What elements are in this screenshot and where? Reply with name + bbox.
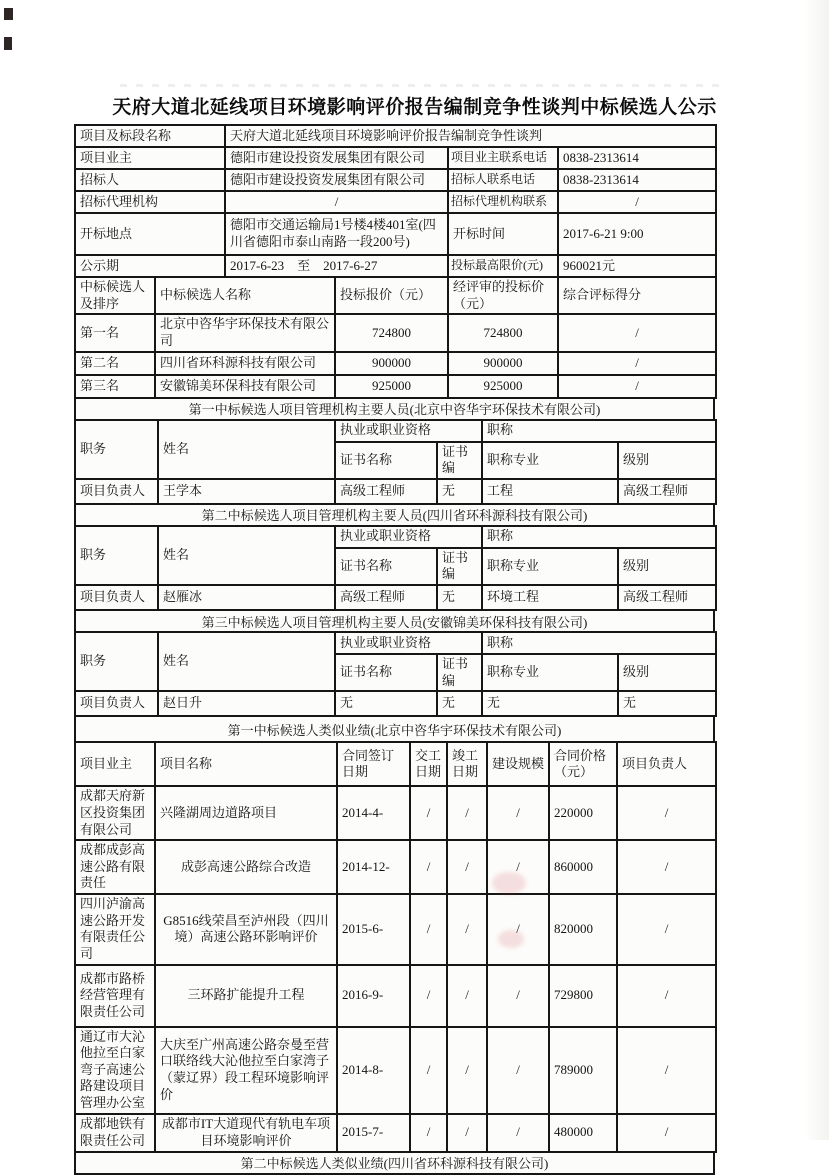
perf-completion-date: / — [447, 840, 487, 894]
column-header: 建设规模 — [487, 742, 549, 786]
perf-owner: 成都地铁有限责任公司 — [75, 1114, 155, 1152]
table-header-row — [75, 632, 716, 654]
perf-price: 860000 — [549, 840, 617, 894]
perf-scale: / — [487, 894, 549, 965]
perf-completion-date: / — [447, 965, 487, 1027]
candidate-score: / — [558, 352, 716, 375]
info-label: 开标地点 — [75, 213, 225, 255]
notice-table — [74, 124, 715, 1175]
info-table — [74, 124, 717, 278]
person-name: 王学本 — [158, 479, 335, 504]
perf-project: 成都市IT大道现代有轨电车项目环境影响评价 — [155, 1114, 337, 1152]
table-row — [75, 255, 716, 277]
column-header: 证书名称 — [335, 548, 437, 585]
person-title-major: 无 — [482, 691, 618, 716]
stamp-mark — [492, 872, 526, 894]
info-label: 投标最高限价(元) — [448, 255, 558, 277]
candidate-rank: 第三名 — [75, 375, 155, 398]
column-header: 职称 — [482, 632, 716, 654]
table-header-row — [75, 526, 716, 548]
stamp-mark — [498, 930, 524, 948]
perf-sign-date: 2015-6- — [337, 894, 410, 965]
table-row — [75, 169, 716, 191]
info-value: 0838-2313614 — [558, 147, 716, 169]
column-header: 姓名 — [158, 420, 335, 479]
person-position: 项目负责人 — [75, 479, 158, 504]
column-header: 项目负责人 — [617, 742, 716, 786]
column-header: 职称专业 — [482, 442, 618, 479]
perf-manager: / — [617, 1027, 716, 1114]
info-value: 2017-6-21 9:00 — [558, 213, 716, 255]
column-header: 经评审的投标价（元） — [448, 277, 558, 314]
perf-completion-date: / — [447, 1114, 487, 1152]
candidate-name: 安徽锦美环保科技有限公司 — [155, 375, 335, 398]
perf-owner: 成都市路桥经营管理有限责任公司 — [75, 965, 155, 1027]
info-value: / — [558, 191, 716, 213]
person-cert-no: 无 — [437, 691, 482, 716]
column-header: 合同签订日期 — [337, 742, 410, 786]
person-title-level: 高级工程师 — [618, 479, 716, 504]
personnel-row — [75, 585, 716, 610]
column-header: 证书编 — [437, 548, 482, 585]
personnel-row — [75, 479, 716, 504]
column-header: 职称 — [482, 420, 716, 442]
performance-row — [75, 1114, 716, 1152]
perf-manager: / — [617, 786, 716, 840]
perf-project: 兴隆湖周边道路项目 — [155, 786, 337, 840]
perf-handover-date: / — [410, 965, 447, 1027]
perf-completion-date: / — [447, 894, 487, 965]
info-label: 招标代理机构联系 — [448, 191, 558, 213]
column-header: 中标候选人名称 — [155, 277, 335, 314]
performance-table — [74, 741, 717, 1152]
info-value: 德阳市交通运输局1号楼4楼401室(四川省德阳市泰山南路一段200号) — [225, 213, 448, 255]
table-header-row — [75, 277, 716, 314]
candidates-table — [74, 276, 717, 399]
section-banner: 第二中标候选人类似业绩(四川省环科源科技有限公司) — [74, 1151, 715, 1175]
perf-manager: / — [617, 1114, 716, 1152]
perf-project: 成彭高速公路综合改造 — [155, 840, 337, 894]
info-label: 招标人 — [75, 169, 225, 191]
person-cert-no: 无 — [437, 479, 482, 504]
column-header: 证书名称 — [335, 442, 437, 479]
table-row — [75, 213, 716, 255]
column-header: 级别 — [618, 548, 716, 585]
column-header: 项目名称 — [155, 742, 337, 786]
column-header: 执业或职业资格 — [335, 420, 482, 442]
person-cert-name: 高级工程师 — [335, 585, 437, 610]
info-label: 招标人联系电话 — [448, 169, 558, 191]
info-value: 德阳市建设投资发展集团有限公司 — [225, 147, 448, 169]
perf-project: 大庆至广州高速公路奈曼至营口联络线大沁他拉至白家湾子（蒙辽界）段工程环境影响评价 — [155, 1027, 337, 1114]
candidate-row — [75, 375, 716, 398]
candidate-bid: 724800 — [335, 314, 448, 351]
candidate-bid: 900000 — [335, 352, 448, 375]
scan-artifact-mark — [4, 8, 13, 20]
table-row — [75, 191, 716, 213]
section-banner: 第三中标候选人项目管理机构主要人员(安徽锦美环保科技有限公司) — [74, 609, 715, 633]
perf-price: 480000 — [549, 1114, 617, 1152]
column-header: 职称专业 — [482, 548, 618, 585]
perf-price: 789000 — [549, 1027, 617, 1114]
column-header: 交工日期 — [410, 742, 447, 786]
perf-project: 三环路扩能提升工程 — [155, 965, 337, 1027]
column-header: 职务 — [75, 632, 158, 691]
candidate-evaluated: 724800 — [448, 314, 558, 351]
perf-handover-date: / — [410, 1114, 447, 1152]
performance-row — [75, 894, 716, 965]
column-header: 职务 — [75, 526, 158, 585]
person-title-level: 高级工程师 — [618, 585, 716, 610]
perf-project: G8516线荣昌至泸州段（四川境）高速公路环影响评价 — [155, 894, 337, 965]
column-header: 证书编 — [437, 654, 482, 691]
perf-scale: / — [487, 1027, 549, 1114]
perf-handover-date: / — [410, 840, 447, 894]
candidate-rank: 第二名 — [75, 352, 155, 375]
personnel-table — [74, 419, 717, 505]
perf-manager: / — [617, 840, 716, 894]
column-header: 职务 — [75, 420, 158, 479]
column-header: 执业或职业资格 — [335, 526, 482, 548]
perf-owner: 成都成彭高速公路有限责任 — [75, 840, 155, 894]
performance-row — [75, 840, 716, 894]
column-header: 证书编 — [437, 442, 482, 479]
perf-handover-date: / — [410, 1027, 447, 1114]
candidate-evaluated: 900000 — [448, 352, 558, 375]
column-header: 证书名称 — [335, 654, 437, 691]
person-cert-name: 高级工程师 — [335, 479, 437, 504]
info-label: 项目业主联系电话 — [448, 147, 558, 169]
scan-noise — [120, 84, 720, 87]
perf-owner: 通辽市大沁他拉至白家弯子高速公路建设项目管理办公室 — [75, 1027, 155, 1114]
person-title-major: 环境工程 — [482, 585, 618, 610]
column-header: 竣工日期 — [447, 742, 487, 786]
section-banner: 第一中标候选人类似业绩(北京中咨华宇环保技术有限公司) — [74, 715, 715, 743]
info-label: 开标时间 — [448, 213, 558, 255]
person-position: 项目负责人 — [75, 585, 158, 610]
section-banner: 第二中标候选人项目管理机构主要人员(四川省环科源科技有限公司) — [74, 503, 715, 527]
candidate-score: / — [558, 375, 716, 398]
perf-manager: / — [617, 894, 716, 965]
info-label: 招标代理机构 — [75, 191, 225, 213]
person-cert-name: 无 — [335, 691, 437, 716]
perf-sign-date: 2014-4- — [337, 786, 410, 840]
scan-artifact-mark — [4, 37, 12, 50]
candidate-name: 四川省环科源科技有限公司 — [155, 352, 335, 375]
column-header: 职称专业 — [482, 654, 618, 691]
person-name: 赵雁冰 — [158, 585, 335, 610]
person-position: 项目负责人 — [75, 691, 158, 716]
column-header: 姓名 — [158, 632, 335, 691]
perf-price: 820000 — [549, 894, 617, 965]
table-row — [75, 147, 716, 169]
info-value: 2017-6-23 至 2017-6-27 — [225, 255, 448, 277]
table-header-row — [75, 742, 716, 786]
candidate-evaluated: 925000 — [448, 375, 558, 398]
column-header: 项目业主 — [75, 742, 155, 786]
perf-scale: / — [487, 965, 549, 1027]
info-label: 公示期 — [75, 255, 225, 277]
column-header: 合同价格（元） — [549, 742, 617, 786]
perf-sign-date: 2016-9- — [337, 965, 410, 1027]
table-row — [75, 125, 716, 147]
column-header: 综合评标得分 — [558, 277, 716, 314]
candidate-rank: 第一名 — [75, 314, 155, 351]
personnel-row — [75, 691, 716, 716]
page-title: 天府大道北延线项目环境影响评价报告编制竞争性谈判中标候选人公示 — [112, 97, 717, 118]
candidate-bid: 925000 — [335, 375, 448, 398]
info-value: 德阳市建设投资发展集团有限公司 — [225, 169, 448, 191]
perf-sign-date: 2014-12- — [337, 840, 410, 894]
person-name: 赵日升 — [158, 691, 335, 716]
column-header: 级别 — [618, 654, 716, 691]
performance-row — [75, 1027, 716, 1114]
person-title-level: 无 — [618, 691, 716, 716]
candidate-score: / — [558, 314, 716, 351]
column-header: 级别 — [618, 442, 716, 479]
performance-row — [75, 786, 716, 840]
info-value: / — [225, 191, 448, 213]
perf-completion-date: / — [447, 1027, 487, 1114]
person-title-major: 工程 — [482, 479, 618, 504]
person-cert-no: 无 — [437, 585, 482, 610]
personnel-table — [74, 525, 717, 611]
info-label: 项目及标段名称 — [75, 125, 225, 147]
perf-scale: / — [487, 1114, 549, 1152]
perf-handover-date: / — [410, 894, 447, 965]
perf-price: 220000 — [549, 786, 617, 840]
section-banner: 第一中标候选人项目管理机构主要人员(北京中咨华宇环保技术有限公司) — [74, 397, 715, 421]
column-header: 执业或职业资格 — [335, 632, 482, 654]
perf-scale: / — [487, 840, 549, 894]
performance-row — [75, 965, 716, 1027]
candidate-row — [75, 314, 716, 351]
info-label: 项目业主 — [75, 147, 225, 169]
perf-sign-date: 2015-7- — [337, 1114, 410, 1152]
column-header: 姓名 — [158, 526, 335, 585]
candidate-name: 北京中咨华宇环保技术有限公司 — [155, 314, 335, 351]
perf-price: 729800 — [549, 965, 617, 1027]
info-value: 0838-2313614 — [558, 169, 716, 191]
info-value: 960021元 — [558, 255, 716, 277]
perf-owner: 四川泸渝高速公路开发有限责任公司 — [75, 894, 155, 965]
perf-scale: / — [487, 786, 549, 840]
perf-manager: / — [617, 965, 716, 1027]
column-header: 中标候选人及排序 — [75, 277, 155, 314]
personnel-table — [74, 631, 717, 717]
perf-handover-date: / — [410, 786, 447, 840]
table-header-row — [75, 420, 716, 442]
perf-sign-date: 2014-8- — [337, 1027, 410, 1114]
candidate-row — [75, 352, 716, 375]
perf-completion-date: / — [447, 786, 487, 840]
column-header: 职称 — [482, 526, 716, 548]
column-header: 投标报价（元） — [335, 277, 448, 314]
perf-owner: 成都天府新区投资集团有限公司 — [75, 786, 155, 840]
info-value: 天府大道北延线项目环境影响评价报告编制竞争性谈判 — [225, 125, 716, 147]
